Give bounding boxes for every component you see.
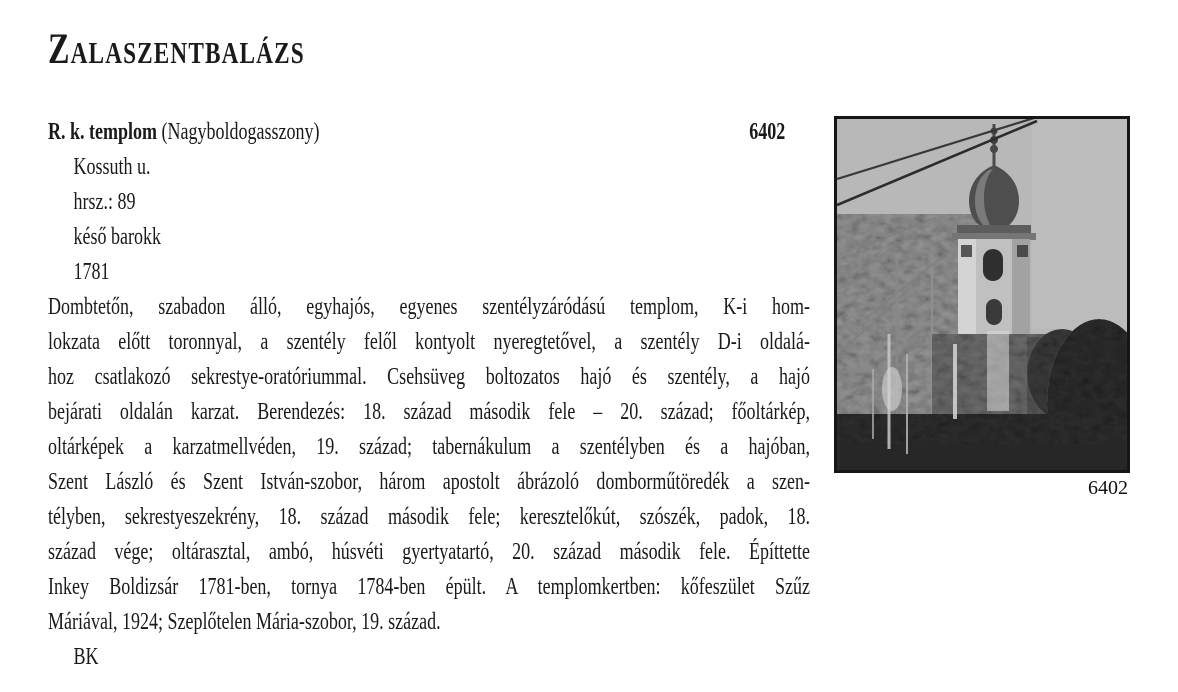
description-line: oltárképek a karzatmellvéden, 19. század; tabernákulum a szentélyben és a hajóban,	[48, 434, 810, 460]
description-line: Máriával, 1924; Szeplőtelen Mária-szobor, 19. század.	[48, 609, 441, 635]
description-line: század vége; oltárasztal, ambó, húsvéti gyertyatartó, 20. század második fele. Építtette	[48, 539, 810, 565]
entry-detail-year: 1781	[73, 259, 110, 285]
entry-name: R. k. templom	[48, 119, 157, 145]
author-signature: BK	[73, 644, 99, 670]
page-title: ZALASZENTBALÁZS	[48, 26, 305, 73]
entry-detail-parcel: hrsz.: 89	[73, 189, 136, 215]
description-line: bejárati oldalán karzat. Berendezés: 18. század második fele – 20. század; főoltárkép,	[48, 399, 810, 425]
entry-dedication: (Nagyboldogasszony)	[156, 119, 320, 145]
description-line: télyben, sekrestyeszekrény, 18. század második fele; keresztelőkút, szószék, padok, 18.	[48, 504, 810, 530]
entry-detail-style: késő barokk	[73, 224, 161, 250]
entry-heading-left	[48, 115, 319, 150]
description-line: Inkey Boldizsár 1781-ben, tornya 1784-ben épült. A templomkertben: kőfeszület Szűz	[48, 574, 810, 600]
description-line: Dombtetőn, szabadon álló, egyhajós, egyenes szentélyzáródású templom, K-i hom-	[48, 294, 810, 320]
church-photo-illustration	[837, 119, 1127, 470]
entry-detail-street: Kossuth u.	[73, 154, 151, 180]
text-column	[48, 26, 810, 675]
church-photo	[834, 116, 1130, 473]
description-line: lokzata előtt toronnyal, a szentély felől kontyolt nyeregtetővel, a szentély D-i oldalá-	[48, 329, 810, 355]
entry-number: 6402	[749, 119, 786, 145]
photo-caption: 6402	[1088, 477, 1128, 499]
title-gap	[48, 73, 810, 115]
entry-heading	[48, 115, 810, 150]
description-line: Szent László és Szent István-szobor, három apostolt ábrázoló domborműtöredék a szen-	[48, 469, 810, 495]
description-line: hoz csatlakozó sekrestye-oratóriummal. Csehsüveg boltozatos hajó és szentély, a hajó	[48, 364, 810, 390]
